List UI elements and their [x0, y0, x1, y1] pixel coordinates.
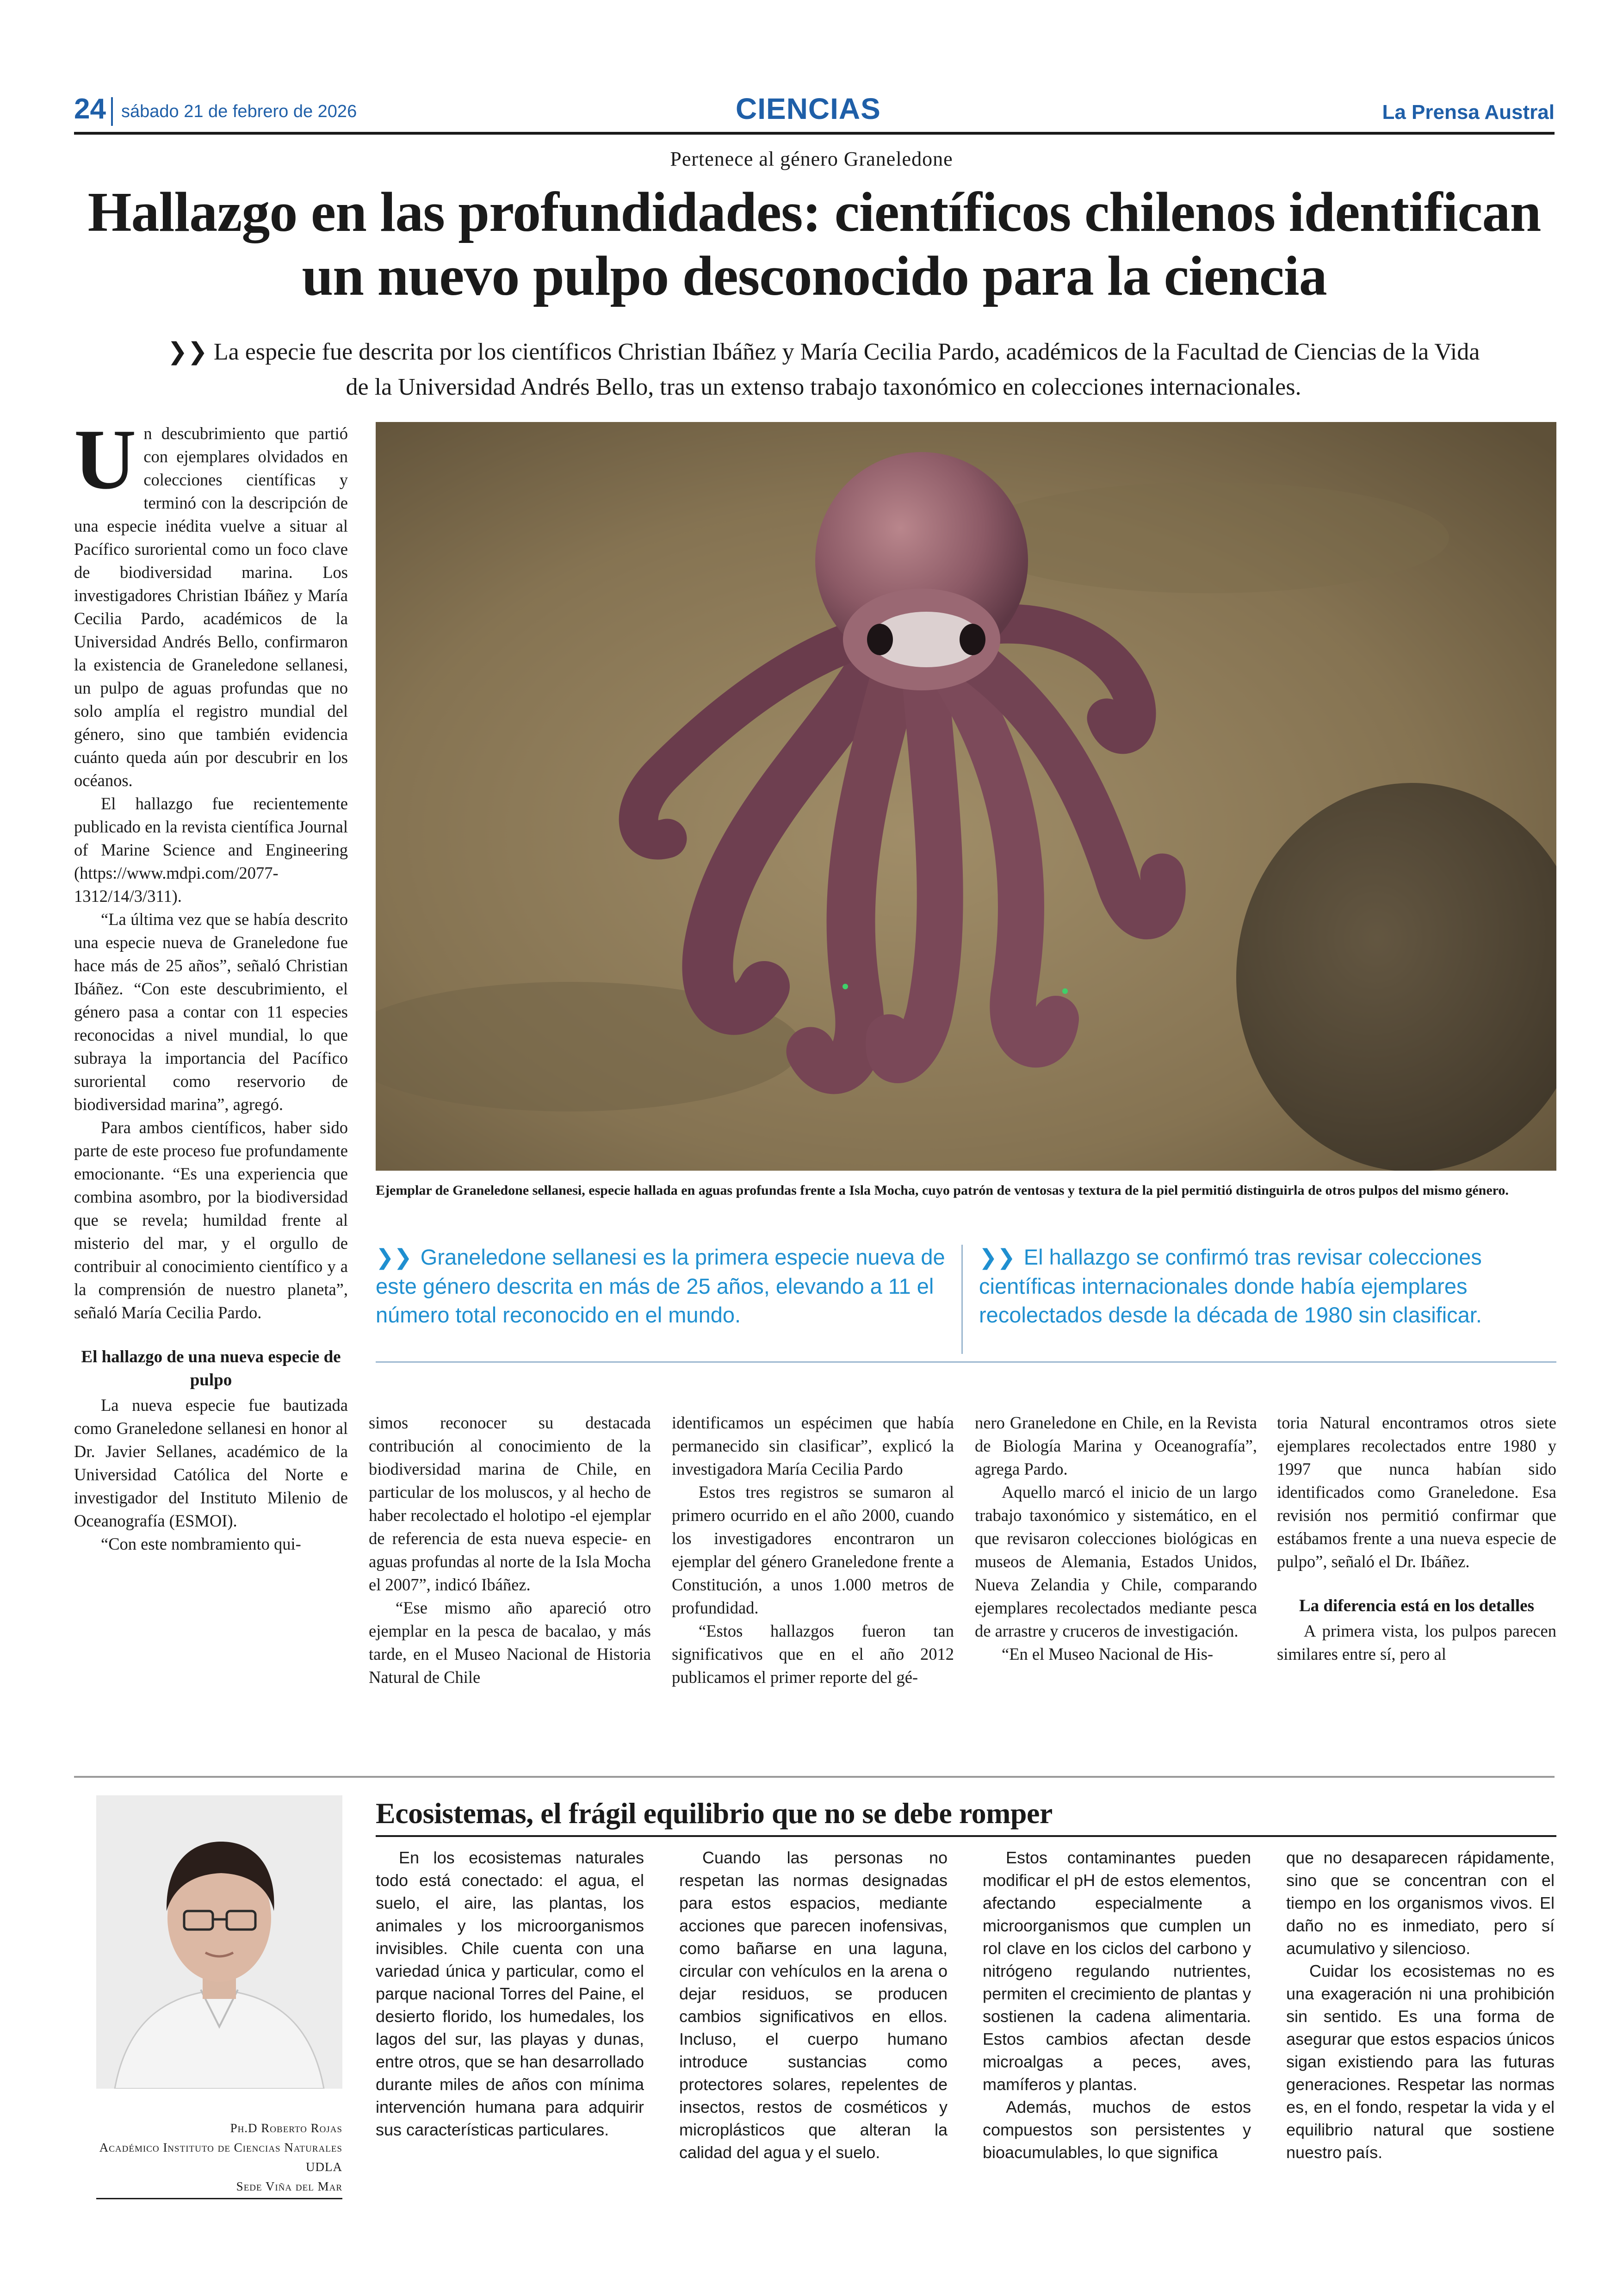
- article-paragraph: La nueva especie fue bautizada como Graneledone sellanesi en honor al Dr. Javier Sellanes, académico de la Universidad Católica del Norte e investigador del Instituto Milenio de Oceanografía (ESMOI).: [74, 1396, 348, 1530]
- opinion-paragraph: Estos contaminantes pueden modificar el pH de estos elementos, afectando especialmente a microorganismos que cumplen un rol clave en los ciclos del carbono y nitrógeno regulando nutrientes, permiten el crecimiento de plantas y sostienen la cadena alimentaria. Estos cambios afectan desde microalgas a peces, aves, mamíferos y plantas.: [983, 1848, 1251, 2094]
- article-paragraph: Para ambos científicos, haber sido parte de este proceso fue profundamente emocionante. “Es una experiencia que combina asombro, por la biodiversidad que se revela; humildad frente al misterio del mar, y el orgullo de contribuir al conocimiento científico y a la comprensión de nuestro planeta”, señaló María Cecilia Pardo.: [74, 1118, 348, 1322]
- opinion-title: Ecosistemas, el frágil equilibrio que no se debe romper: [376, 1797, 1053, 1830]
- article-column-1: [74, 412, 348, 1556]
- article-paragraph: “En el Museo Nacional de His-: [1002, 1644, 1214, 1663]
- article-paragraph: toria Natural encontramos otros siete ejemplares recolectados entre 1980 y 1997 que nunca habían sido identificados como Graneledone. Esa revisión nos permitió confirmar que estábamos frente a una nueva especie de pulpo”, señaló el Dr. Ibáñez.: [1277, 1413, 1556, 1571]
- pullquote: [376, 1243, 949, 1329]
- article-lede: [157, 334, 1490, 405]
- article-paragraph: Estos tres registros se sumaron al primero ocurrido en el año 2000, cuando los investigadores encontraron un ejemplar del género Graneledone frente a Constitución, a unos 1.000 metros de profundidad.: [672, 1483, 954, 1617]
- page-number: 24: [74, 93, 106, 125]
- opinion-paragraph: Cuidar los ecosistemas no es una exageración ni una prohibición sin sentido. Es una forma de asegurar que estos espacios únicos sigan existiendo para las futuras generaciones. Respetar las normas es, en el fondo, respetar la vida y el equilibrio natural que sostiene nuestro país.: [1286, 1961, 1555, 2162]
- opinion-column-1: [376, 1846, 644, 2141]
- chevron-right-icon: ❯❯: [376, 1245, 412, 1270]
- chevron-right-icon: ❯❯: [979, 1245, 1016, 1270]
- article-kicker: Pertenece al género Graneledone: [670, 148, 953, 170]
- pullquote-rule: [376, 1361, 1556, 1363]
- opinion-column-4: [1286, 1846, 1555, 2164]
- author-credit: [96, 2118, 342, 2196]
- author-photo: [96, 1795, 342, 2089]
- header-separator: [111, 97, 113, 126]
- article-column-4: [975, 1411, 1257, 1666]
- article-paragraph: “Con este nombramiento qui-: [101, 1534, 301, 1553]
- article-subhead: El hallazgo de una nueva especie de pulpo: [81, 1347, 341, 1390]
- article-headline: Hallazgo en las profundidades: científicos chilenos identifican un nuevo pulpo desconocido para la ciencia: [87, 181, 1541, 307]
- opinion-paragraph: Cuando las personas no respetan las normas designadas para estos espacios, mediante acciones que parecen inofensivas, como bañarse en una laguna, circular con vehículos en la arena o dejar residuos, se producen cambios significativos en ellos. Incluso, el cuerpo humano introduce sustancias como protectores solares, repelentes de insectos, restos de cosméticos y microplásticos que alteran la calidad del agua y el suelo.: [679, 1848, 948, 2162]
- article-column-5: [1277, 1411, 1556, 1666]
- article-paragraph: simos reconocer su destacada contribución al conocimiento de la biodiversidad marina de Chile, en particular de los moluscos, y al hecho de haber recolectado el holotipo -el ejemplar de referencia de esta nueva especie- en aguas profundas al norte de la Isla Mocha el 2007”, indicó Ibáñez.: [369, 1413, 651, 1594]
- photo-caption: Ejemplar de Graneledone sellanesi, especie hallada en aguas profundas frente a Isla Mocha, cuyo patrón de ventosas y textura de la piel permitió distinguirla de otros pulpos del mismo género.: [376, 1183, 1509, 1198]
- article-paragraph: [74, 412, 348, 792]
- article-paragraph: “Estos hallazgos fueron tan significativos que en el año 2012 publicamos el primer reporte del gé-: [672, 1621, 954, 1687]
- article-paragraph: nero Graneledone en Chile, en la Revista de Biología Marina y Oceanografía”, agrega Pardo.: [975, 1413, 1257, 1478]
- lede-text: La especie fue descrita por los científicos Christian Ibáñez y María Cecilia Pardo, académicos de la Facultad de Ciencias de la Vida de la Universidad Andrés Bello, tras un extenso trabajo taxonómico en colecciones internacionales.: [213, 339, 1480, 400]
- opinion-title-rule: [376, 1835, 1556, 1837]
- pullquote-text: Graneledone sellanesi es la primera especie nueva de este género descrita en más de 25 años, elevando a 11 el número total reconocido en el mundo.: [376, 1245, 945, 1327]
- article-subhead: La diferencia está en los detalles: [1299, 1596, 1534, 1615]
- pullquote-text: El hallazgo se confirmó tras revisar colecciones científicas internacionales donde había ejemplares recolectados desde la década de 1980 sin clasificar.: [979, 1245, 1482, 1327]
- credit-rule: [96, 2198, 342, 2199]
- paragraph-text: n descubrimiento que partió con ejemplares olvidados en colecciones científicas y terminó con la descripción de una especie inédita vuelve a situar al Pacífico suroriental como un foco clave de biodiversidad marina. Los investigadores Christian Ibáñez y María Cecilia Pardo, académicos de la Universidad Andrés Bello, confirmaron la existencia de Graneledone sellanesi, un pulpo de aguas profundas que no solo amplía el registro mundial del género, sino que también evidencia cuánto queda aún por descubrir en los océanos.: [74, 424, 348, 790]
- opinion-paragraph: que no desaparecen rápidamente, sino que se concentran con el tiempo en los organismos vivos. El daño no es inmediato, pero sí acumulativo y silencioso.: [1286, 1848, 1555, 1958]
- opinion-paragraph: Además, muchos de estos compuestos son persistentes y bioacumulables, lo que significa: [983, 2097, 1251, 2162]
- pullquote-divider: [961, 1245, 963, 1354]
- section-name: CIENCIAS: [736, 92, 881, 125]
- article-paragraph: identificamos un espécimen que había permanecido sin clasificar”, explicó la investigadora María Cecilia Pardo: [672, 1413, 954, 1478]
- section-divider: [74, 1776, 1555, 1778]
- drop-cap: U: [74, 412, 136, 507]
- newspaper-name: La Prensa Austral: [1382, 101, 1555, 124]
- article-paragraph: A primera vista, los pulpos parecen similares entre sí, pero al: [1277, 1621, 1556, 1663]
- opinion-column-2: [679, 1846, 948, 2164]
- pullquote: [979, 1243, 1553, 1329]
- article-paragraph: “La última vez que se había descrito una especie nueva de Graneledone fue hace más de 25 años”, señaló Christian Ibáñez. “Con este descubrimiento, el género pasa a contar con 11 especies reconocidas a nivel mundial, lo que subraya la importancia del Pacífico suroriental como reservorio de biodiversidad marina”, agregó.: [74, 910, 348, 1114]
- opinion-paragraph: En los ecosistemas naturales todo está conectado: el agua, el suelo, el aire, las plantas, los animales y los microorganismos invisibles. Chile cuenta con una variedad única y particular, como el parque nacional Torres del Paine, el desierto florido, los humedales, los lagos del sur, las playas y dunas, entre otros, que se han desarrollado durante miles de años con mínima intervención humana para adquirir sus características particulares.: [376, 1848, 644, 2139]
- article-paragraph: El hallazgo fue recientemente publicado en la revista científica Journal of Marine Science and Engineering (https://www.mdpi.com/2077-1312/14/3/311).: [74, 794, 348, 906]
- author-name: Ph.D Roberto Rojas: [230, 2121, 342, 2135]
- article-column-3: [672, 1411, 954, 1689]
- article-paragraph: Aquello marcó el inicio de un largo trabajo taxonómico y sistemático, en el que revisaron colecciones biológicas en museos de Alemania, Estados Unidos, Nueva Zelandia y Chile, comparando ejemplares recolectados mediante pesca de arrastre y cruceros de investigación.: [975, 1483, 1257, 1640]
- opinion-column-3: [983, 1846, 1251, 2164]
- header-rule: [74, 132, 1555, 135]
- author-campus: Sede Viña del Mar: [236, 2179, 342, 2193]
- author-role: Académico Instituto de Ciencias Naturales UDLA: [99, 2141, 342, 2174]
- article-column-2: [369, 1411, 651, 1689]
- article-paragraph: “Ese mismo año apareció otro ejemplar en la pesca de bacalao, y más tarde, en el Museo Nacional de Historia Natural de Chile: [369, 1598, 651, 1687]
- issue-date: sábado 21 de febrero de 2026: [121, 102, 357, 121]
- chevron-right-icon: ❯❯: [167, 338, 208, 366]
- octopus-photo: [376, 422, 1556, 1171]
